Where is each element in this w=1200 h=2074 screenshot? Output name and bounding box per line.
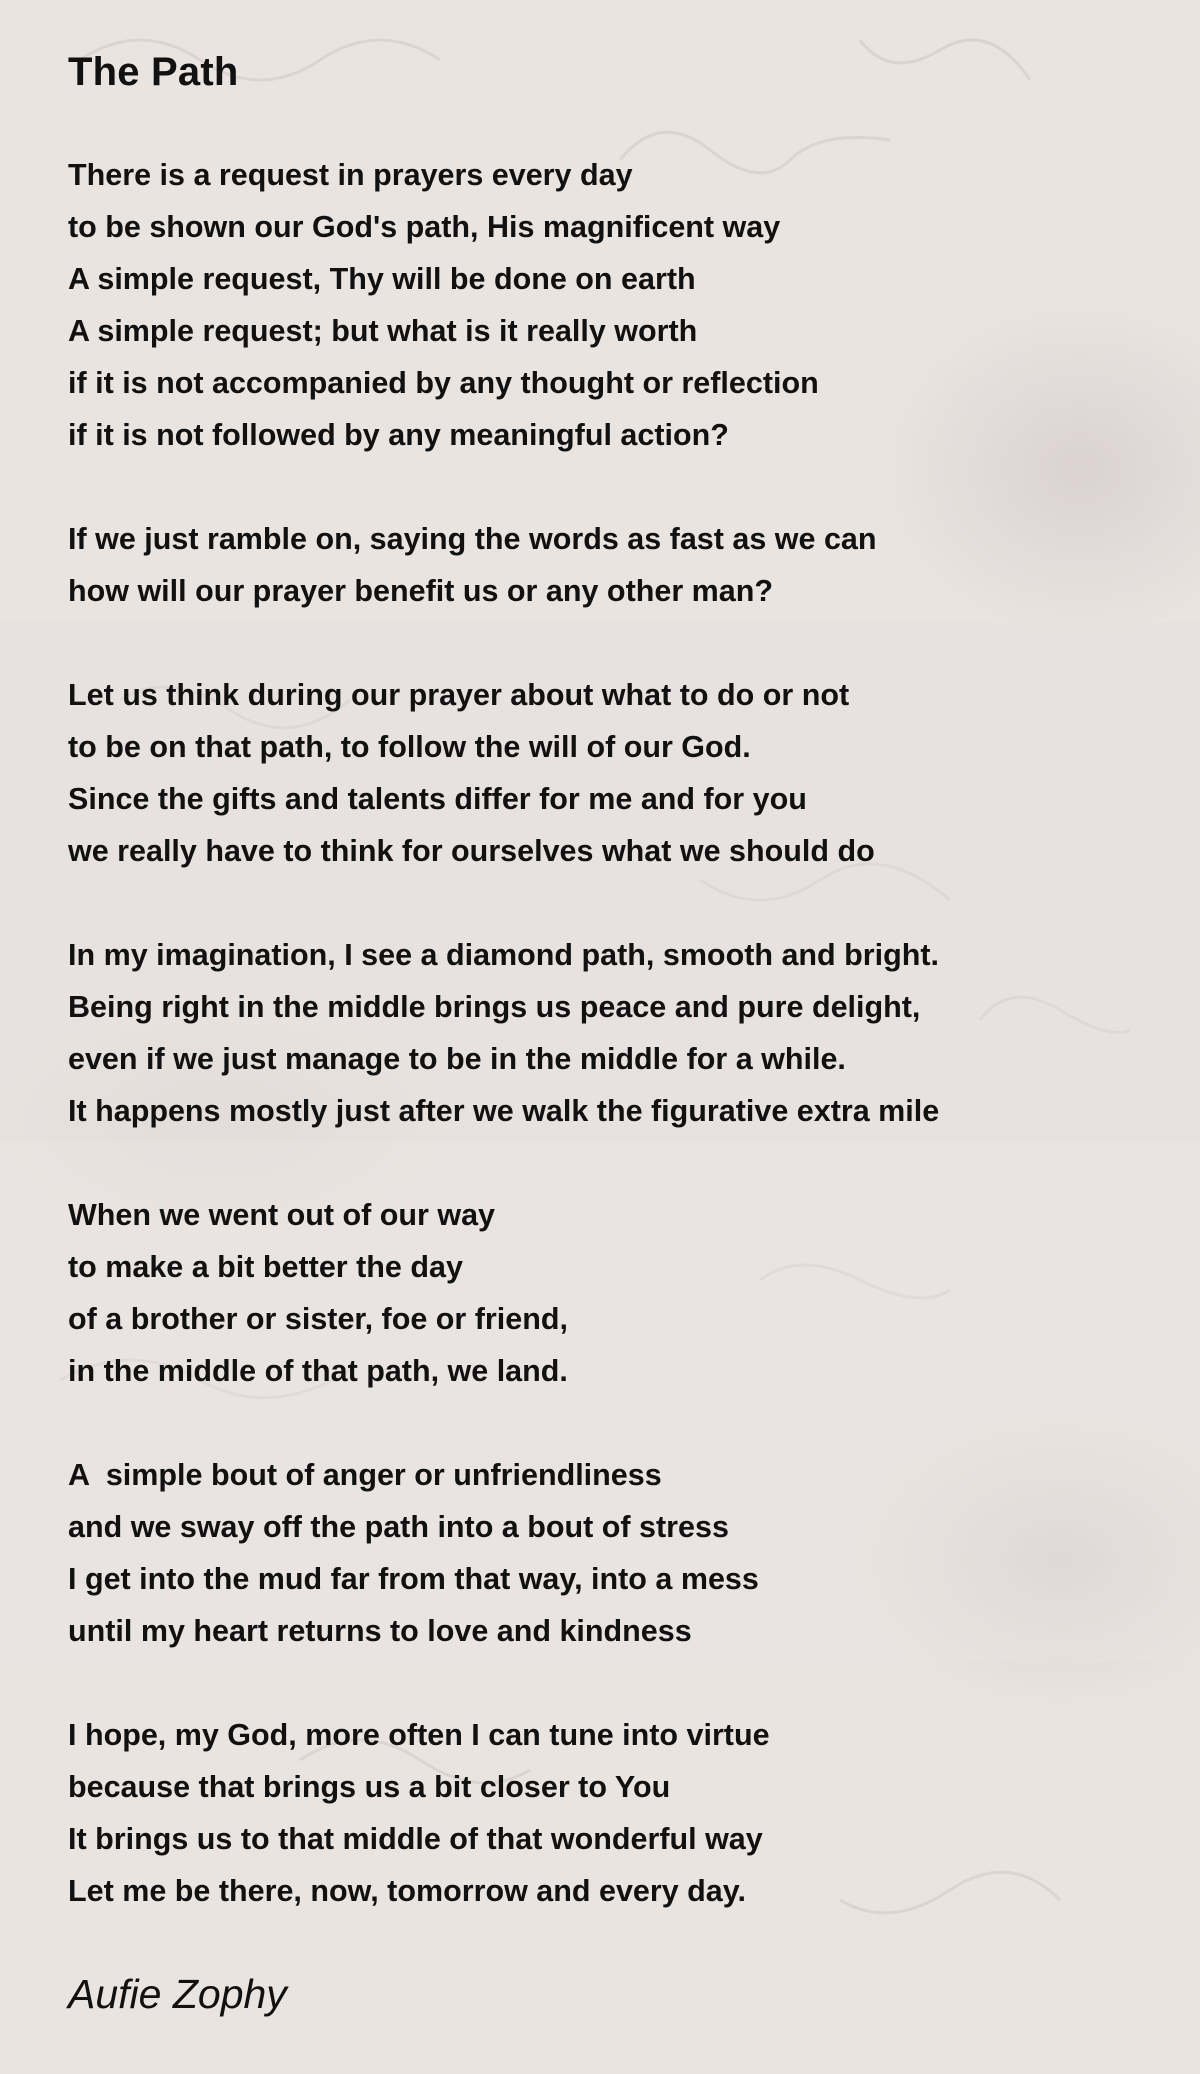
poem-line: Since the gifts and talents differ for me and for you [68,782,807,816]
poem-line: until my heart returns to love and kindness [68,1614,692,1648]
poem-stanza [68,669,1168,877]
poem-line: There is a request in prayers every day [68,158,633,192]
poem-line: I get into the mud far from that way, into a mess [68,1562,759,1596]
poem-line: if it is not followed by any meaningful action? [68,418,729,452]
poem-stanza [68,1189,1168,1397]
poem-line: Let me be there, now, tomorrow and every day. [68,1874,746,1908]
poem-line: to be shown our God's path, His magnificent way [68,210,781,244]
poem-stanza [68,929,1168,1137]
poem-title: The Path [68,50,239,94]
poem-line: because that brings us a bit closer to You [68,1770,671,1804]
poem-line: Being right in the middle brings us peace and pure delight, [68,990,921,1024]
poem-stanza [68,1449,1168,1657]
poem-line: even if we just manage to be in the middle for a while. [68,1042,846,1076]
poem-line: When we went out of our way [68,1198,495,1232]
poem-line: if it is not accompanied by any thought or reflection [68,366,819,400]
poem-line: to make a bit better the day [68,1250,463,1284]
poem-line: of a brother or sister, foe or friend, [68,1302,568,1336]
poem-line: in the middle of that path, we land. [68,1354,568,1388]
poem-line: and we sway off the path into a bout of stress [68,1510,729,1544]
poem-line: It brings us to that middle of that wonderful way [68,1822,763,1856]
poem-author: Aufie Zophy [68,1971,287,2017]
poem-line: I hope, my God, more often I can tune into virtue [68,1718,770,1752]
poem-line: A simple request; but what is it really worth [68,314,698,348]
poem-body [68,149,1168,1969]
poem-line: In my imagination, I see a diamond path, smooth and bright. [68,938,940,972]
poem-line: Let us think during our prayer about what to do or not [68,678,850,712]
poem-line: It happens mostly just after we walk the figurative extra mile [68,1094,940,1128]
poem-line: If we just ramble on, saying the words as fast as we can [68,522,877,556]
poem-stanza [68,513,1168,617]
poem-line: A simple bout of anger or unfriendliness [68,1458,662,1492]
poem-line: to be on that path, to follow the will of our God. [68,730,751,764]
poem-line: A simple request, Thy will be done on earth [68,262,696,296]
poem-stanza [68,149,1168,461]
poem-line: how will our prayer benefit us or any other man? [68,574,773,608]
poem-stanza [68,1709,1168,1917]
poem-line: we really have to think for ourselves what we should do [68,834,875,868]
